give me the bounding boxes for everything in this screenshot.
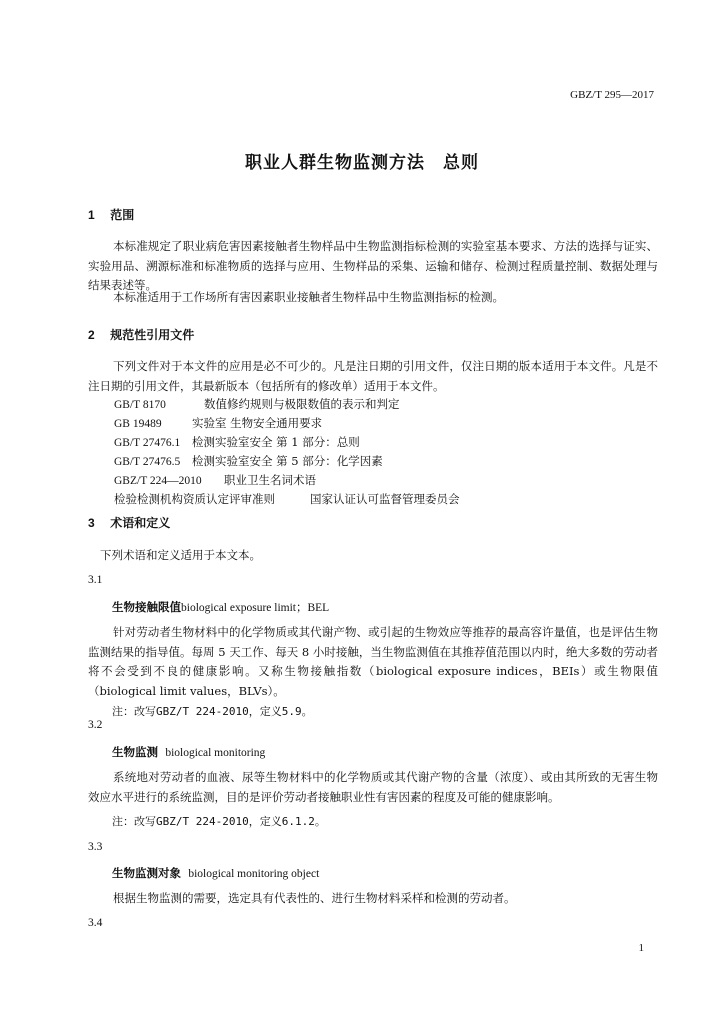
term-id: 3.3 xyxy=(88,841,103,853)
reference-item xyxy=(114,415,322,431)
term-definition: 根据生物监测的需要，选定具有代表性的、进行生物材料采样和检测的劳动者。 xyxy=(113,891,516,905)
term-name xyxy=(112,744,265,760)
term-name-cn: 生物监测对象 xyxy=(112,866,181,880)
term-definition: 系统地对劳动者的血液、尿等生物材料中的化学物质或其代谢产物的含量（浓度）、或由其所致的无害生物效应水平进行的系统监测，目的是评价劳动者接触职业性有害因素的程度及可能的健康影响。 xyxy=(88,770,658,804)
reference-item xyxy=(114,396,400,412)
section-title: 术语和定义 xyxy=(110,516,171,530)
section-3-heading xyxy=(88,514,170,531)
section-3-intro: 下列术语和定义适用于本文本。 xyxy=(100,548,261,562)
term-name-cn: 生物监测 xyxy=(112,745,158,759)
section-title: 规范性引用文件 xyxy=(110,328,195,342)
term-name-en: biological monitoring object xyxy=(188,868,320,880)
term-id: 3.2 xyxy=(88,719,103,731)
reference-title: 检测实验室安全 第 1 部分：总则 xyxy=(192,435,360,449)
document-title: 职业人群生物监测方法 总则 xyxy=(245,153,479,173)
section-number: 3 xyxy=(88,516,95,530)
page-number: 1 xyxy=(638,942,644,954)
term-definition: 针对劳动者生物材料中的化学物质或其代谢产物、或引起的生物效应等推荐的最高容许量值，也是评估生物监测结果的指导值。每周 5 天工作、每天 8 小时接触，当生物监测值在其推荐值范围以内时，绝大多数的劳动者将不会受到不良的健康影响。又称生物接触指数（biological exposure indices，BEIs）或生物限值（biological limit values，BLVs）。 xyxy=(88,625,658,698)
reference-code: GB/T 8170 xyxy=(114,399,166,411)
standard-number: GBZ/T 295—2017 xyxy=(570,89,654,101)
term-id: 3.4 xyxy=(88,917,103,929)
reference-code: GB/T 27476.5 xyxy=(114,456,181,468)
reference-title: 职业卫生名词术语 xyxy=(224,473,316,487)
reference-item xyxy=(114,472,316,488)
reference-item xyxy=(114,434,360,450)
section-1-heading xyxy=(88,206,134,223)
term-note: 注：改写GBZ/T 224-2010，定义6.1.2。 xyxy=(112,815,326,828)
section-number: 1 xyxy=(88,208,95,222)
section-1-paragraph-1: 本标准规定了职业病危害因素接触者生物样品中生物监测指标检测的实验室基本要求、方法的选择与证实、实验用品、溯源标准和标准物质的选择与应用、生物样品的采集、运输和储存、检测过程质量控制、数据处理与结果表述等。 xyxy=(88,239,658,292)
reference-title: 国家认证认可监督管理委员会 xyxy=(310,492,460,506)
reference-code: GB/T 27476.1 xyxy=(114,437,181,449)
term-note: 注：改写GBZ/T 224-2010，定义5.9。 xyxy=(112,705,313,718)
section-1-paragraph-2: 本标准适用于工作场所有害因素职业接触者生物样品中生物监测指标的检测。 xyxy=(113,290,504,304)
term-id: 3.1 xyxy=(88,574,103,586)
reference-item xyxy=(114,491,460,507)
section-2-heading xyxy=(88,326,194,343)
term-name xyxy=(112,599,329,615)
reference-title: 检测实验室安全 第 5 部分：化学因素 xyxy=(192,454,383,468)
reference-code: GBZ/T 224—2010 xyxy=(114,475,202,487)
term-name-cn: 生物接触限值 xyxy=(112,600,181,614)
reference-code: 检验检测机构资质认定评审准则 xyxy=(114,492,275,506)
reference-item xyxy=(114,453,383,469)
reference-title: 数值修约规则与极限数值的表示和判定 xyxy=(204,397,400,411)
section-number: 2 xyxy=(88,328,95,342)
section-2-intro: 下列文件对于本文件的应用是必不可少的。凡是注日期的引用文件，仅注日期的版本适用于本文件。凡是不注日期的引用文件，其最新版本（包括所有的修改单）适用于本文件。 xyxy=(88,359,658,393)
term-name-en: biological monitoring xyxy=(165,747,266,759)
reference-code: GB 19489 xyxy=(114,418,162,430)
term-name xyxy=(112,865,319,881)
reference-title: 实验室 生物安全通用要求 xyxy=(192,416,323,430)
term-name-en: biological exposure limit；BEL xyxy=(181,602,330,614)
section-title: 范围 xyxy=(110,208,135,222)
